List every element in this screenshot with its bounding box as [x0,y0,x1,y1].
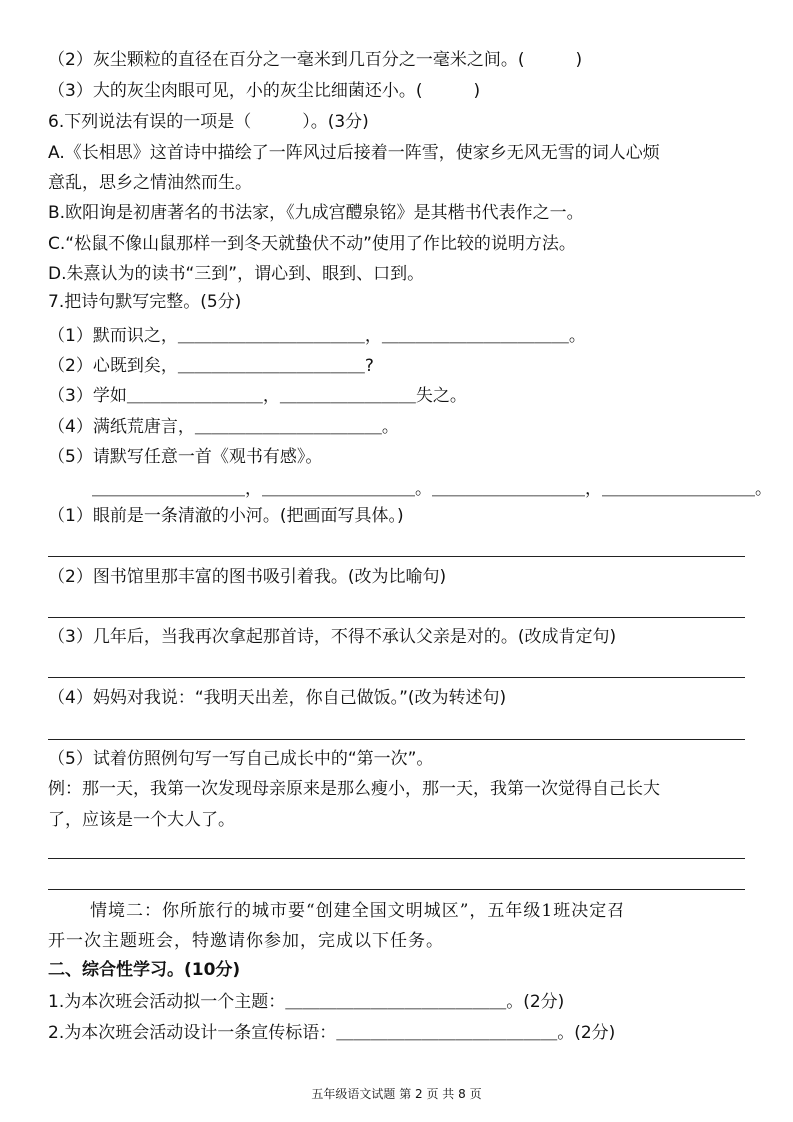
page-footer: 五年级语文试题 第 2 页 共 8 页 [311,1087,482,1101]
poem-5: （5）请默写任意一首《观书有感》。 [48,447,323,467]
rewrite-4: （4）妈妈对我说：“我明天出差，你自己做饭。”(改为转述句) [48,688,507,708]
poem-4: （4）满纸荒唐言，＿＿＿＿＿＿＿＿＿＿＿。 [48,417,399,437]
example: 例：那一天，我第一次发现母亲原来是那么瘦小，那一天，我第一次觉得自己长大 [48,779,660,799]
scenario-2: 情境二：你所旅行的城市要“创建全国文明城区”，五年级1班决定召 [90,901,626,921]
poem-3: （3）学如＿＿＿＿＿＿＿＿，＿＿＿＿＿＿＿＿失之。 [48,386,467,406]
rewrite-1: （1）眼前是一条清澈的小河。(把画面写具体。) [48,506,404,526]
poem-1: （1）默而识之，＿＿＿＿＿＿＿＿＿＿＿，＿＿＿＿＿＿＿＿＿＿＿。 [48,326,586,346]
example-cont: 了，应该是一个大人了。 [48,810,235,830]
rewrite-5: （5）试着仿照例句写一写自己成长中的“第一次”。 [48,749,434,769]
question-6: 6.下列说法有误的一项是（ ）。(3分) [48,112,369,132]
task-1: 1.为本次班会活动拟一个主题：＿＿＿＿＿＿＿＿＿＿＿＿＿。(2分) [48,992,565,1012]
rewrite-3: （3）几年后，当我再次拿起那首诗，不得不承认父亲是对的。(改成肯定句) [48,627,617,647]
answer-line [48,677,745,678]
option-c: C.“松鼠不像山鼠那样一到冬天就蛰伏不动”使用了作比较的说明方法。 [48,234,576,254]
section-2-heading: 二、综合性学习。(10分) [48,960,241,980]
option-a: A.《长相思》这首诗中描绘了一阵风过后接着一阵雪，使家乡无风无雪的词人心烦 [48,143,660,163]
rewrite-2: （2）图书馆里那丰富的图书吸引着我。(改为比喻句) [48,567,447,587]
answer-line [48,889,745,890]
question-5-2: （2）灰尘颗粒的直径在百分之一毫米到几百分之一毫米之间。( ) [48,50,583,70]
option-b: B.欧阳询是初唐著名的书法家，《九成宫醴泉铭》是其楷书代表作之一。 [48,203,584,223]
option-d: D.朱熹认为的读书“三到”，谓心到、眼到、口到。 [48,264,425,284]
poem-2: （2）心既到矣，＿＿＿＿＿＿＿＿＿＿＿? [48,356,374,376]
answer-line [48,739,745,740]
scenario-2-cont: 开一次主题班会，特邀请你参加，完成以下任务。 [48,931,444,951]
answer-line [48,556,745,557]
answer-line [48,617,745,618]
option-a-cont: 意乱，思乡之情油然而生。 [48,173,252,193]
poem-5-blanks: ＿＿＿＿＿＿＿＿＿，＿＿＿＿＿＿＿＿＿。＿＿＿＿＿＿＿＿＿，＿＿＿＿＿＿＿＿＿。 [92,479,772,499]
task-2: 2.为本次班会活动设计一条宣传标语：＿＿＿＿＿＿＿＿＿＿＿＿＿。(2分) [48,1023,616,1043]
question-7: 7.把诗句默写完整。(5分) [48,292,242,312]
answer-line [48,858,745,859]
question-5-3: （3）大的灰尘肉眼可见，小的灰尘比细菌还小。( ) [48,81,481,101]
